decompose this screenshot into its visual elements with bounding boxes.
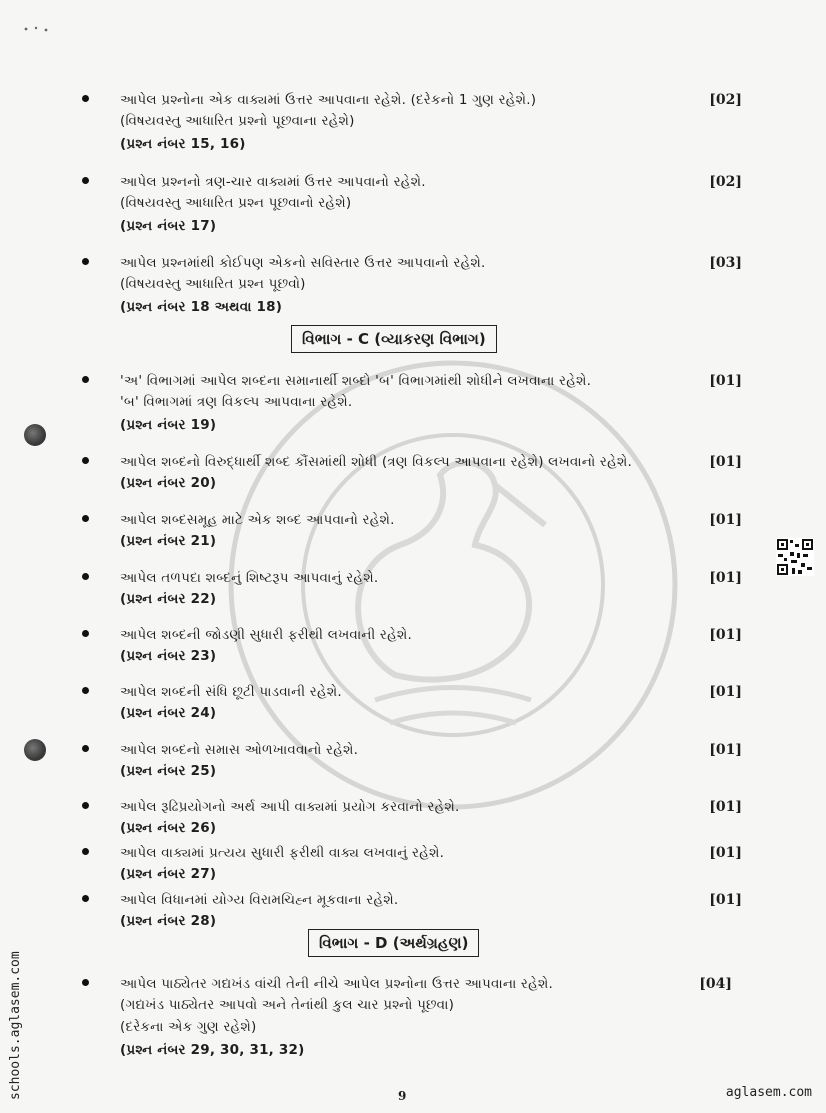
list-item: [82, 89, 742, 159]
marks: [02]: [709, 174, 742, 190]
item-text: આપેલ પ્રશ્નોના એક વાક્યમાં ઉત્તર આપવાના રહેશે. (દરેકનો 1 ગુણ રહેશે.): [120, 92, 537, 108]
item-text: આપેલ શબ્દનો સમાસ ઓળખાવવાનો રહેશે.: [120, 742, 359, 758]
marks: [01]: [709, 742, 742, 758]
item-text: આપેલ વાક્યમાં પ્રત્યય સુધારી ફરીથી વાક્ય લખવાનું રહેશે.: [120, 845, 445, 861]
page-number: 9: [398, 1089, 407, 1103]
section-c-heading: વિભાગ - C (વ્યાકરણ વિભાગ): [291, 325, 497, 353]
item-text: આપેલ રૂઢિપ્રયોગનો અર્થ આપી વાક્યમાં પ્રયોગ કરવાનો રહેશે.: [120, 799, 460, 815]
item-text: (વિષયવસ્તુ આધારિત પ્રશ્નો પૂછવાના રહેશે): [120, 113, 355, 129]
item-text: આપેલ શબ્દનો વિરુદ્ધાર્થી શબ્દ કૌંસમાંથી શોધી (ત્રણ વિકલ્પ આપવાના રહેશે) લખવાનો રહેશે.: [120, 454, 632, 470]
qr-code-icon: [776, 538, 814, 576]
footer-brand: aglasem.com: [725, 1085, 812, 1100]
item-text: આપેલ પ્રશ્નનો ત્રણ-ચાર વાક્યમાં ઉત્તર આપવાનો રહેશે.: [120, 174, 426, 190]
list-item: [82, 451, 742, 499]
bullet: [82, 573, 89, 580]
marks: [01]: [709, 454, 742, 470]
bullet: [82, 687, 89, 694]
list-item: [82, 796, 742, 844]
bullet: [82, 515, 89, 522]
bullet: [82, 745, 89, 752]
bullet: [82, 630, 89, 637]
question-number: (પ્રશ્ન નંબર 22): [120, 591, 217, 607]
item-text: 'બ' વિભાગમાં ત્રણ વિકલ્પ આપવાના રહેશે.: [120, 394, 353, 410]
item-text: આપેલ તળપદા શબ્દનું શિષ્ટરૂપ આપવાનું રહેશે.: [120, 570, 379, 586]
list-item: [82, 252, 742, 322]
question-number: (પ્રશ્ન નંબર 26): [120, 820, 217, 836]
marks: [01]: [709, 373, 742, 389]
question-number: (પ્રશ્ન નંબર 28): [120, 913, 217, 929]
question-number: (પ્રશ્ન નંબર 19): [120, 417, 217, 433]
item-text: આપેલ પ્રશ્નમાંથી કોઈપણ એકનો સવિસ્તાર ઉત્તર આપવાનો રહેશે.: [120, 255, 486, 271]
bullet: [82, 177, 89, 184]
marks: [01]: [709, 845, 742, 861]
bullet: [82, 895, 89, 902]
question-number: (પ્રશ્ન નંબર 29, 30, 31, 32): [120, 1042, 305, 1058]
item-text: આપેલ વિધાનમાં યોગ્ય વિરામચિહ્ન મૂકવાના રહેશે.: [120, 892, 399, 908]
item-text: (ગદ્યખંડ પાઠ્યેતર આપવો અને તેનાંથી કુલ ચાર પ્રશ્નો પૂછવા): [120, 997, 455, 1013]
list-item: [82, 370, 742, 440]
question-number: (પ્રશ્ન નંબર 23): [120, 648, 217, 664]
side-watermark-text: schools.aglasem.com: [8, 951, 23, 1100]
punch-hole: [24, 739, 46, 761]
question-number: (પ્રશ્ન નંબર 20): [120, 475, 217, 491]
item-text: 'અ' વિભાગમાં આપેલ શબ્દના સમાનાર્થી શબ્દો 'બ' વિભાગમાંથી શોધીને લખવાના રહેશે.: [120, 373, 592, 389]
marks: [03]: [709, 255, 742, 271]
question-number: (પ્રશ્ન નંબર 17): [120, 218, 217, 234]
marks: [01]: [709, 892, 742, 908]
bullet: [82, 802, 89, 809]
question-number: (પ્રશ્ન નંબર 25): [120, 763, 217, 779]
item-text: આપેલ શબ્દની સંધિ છૂટી પાડવાની રહેશે.: [120, 684, 342, 700]
bullet: [82, 457, 89, 464]
item-text: (વિષયવસ્તુ આધારિત પ્રશ્ન પૂછવો): [120, 276, 306, 292]
item-text: આપેલ પાઠ્યેતર ગદ્યખંડ વાંચી તેની નીચે આપેલ પ્રશ્નોના ઉત્તર આપવાના રહેશે.: [120, 976, 554, 992]
section-d-heading: વિભાગ - D (અર્થગ્રહણ): [308, 929, 479, 957]
marks: [04]: [699, 976, 732, 992]
bullet: [82, 848, 89, 855]
list-item: [82, 567, 742, 615]
marks: [01]: [709, 570, 742, 586]
list-item: [82, 842, 742, 890]
item-text: (દરેકના એક ગુણ રહેશે): [120, 1019, 257, 1035]
question-number: (પ્રશ્ન નંબર 18 અથવા 18): [120, 299, 283, 315]
marks: [01]: [709, 627, 742, 643]
marks: [01]: [709, 684, 742, 700]
scan-mark: [22, 18, 52, 26]
question-number: (પ્રશ્ન નંબર 21): [120, 533, 217, 549]
list-item: [82, 973, 742, 1065]
bullet: [82, 376, 89, 383]
question-number: (પ્રશ્ન નંબર 15, 16): [120, 136, 246, 152]
marks: [01]: [709, 512, 742, 528]
punch-hole: [24, 424, 46, 446]
question-number: (પ્રશ્ન નંબર 27): [120, 866, 217, 882]
question-number: (પ્રશ્ન નંબર 24): [120, 705, 217, 721]
list-item: [82, 509, 742, 557]
list-item: [82, 739, 742, 787]
bullet: [82, 95, 89, 102]
bullet: [82, 258, 89, 265]
item-text: આપેલ શબ્દસમૂહ માટે એક શબ્દ આપવાનો રહેશે.: [120, 512, 395, 528]
marks: [01]: [709, 799, 742, 815]
bullet: [82, 979, 89, 986]
list-item: [82, 624, 742, 672]
list-item: [82, 171, 742, 241]
side-watermark: [8, 910, 24, 1100]
list-item: [82, 681, 742, 729]
item-text: આપેલ શબ્દની જોડણી સુધારી ફરીથી લખવાની રહેશે.: [120, 627, 413, 643]
marks: [02]: [709, 92, 742, 108]
item-text: (વિષયવસ્તુ આધારિત પ્રશ્ન પૂછવાનો રહેશે): [120, 195, 352, 211]
